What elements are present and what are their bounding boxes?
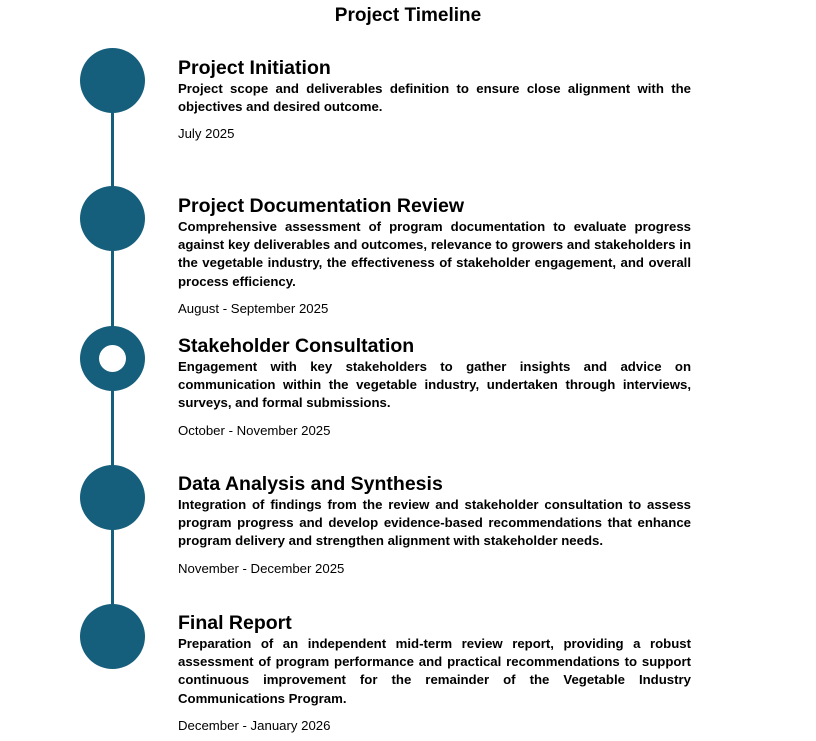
phase-description: Project scope and deliverables definition to ensure close alignment with the objectives and desired outcome. xyxy=(178,81,691,115)
phase-title: Final Report xyxy=(178,612,292,634)
phase-title: Data Analysis and Synthesis xyxy=(178,473,443,495)
timeline-phase-stakeholder-consultation xyxy=(178,334,691,440)
phase-date: December - January 2026 xyxy=(178,717,331,733)
page-title: Project Timeline xyxy=(334,5,482,26)
timeline-phase-project-initiation xyxy=(178,56,691,143)
phase-description: Preparation of an independent mid-term review report, providing a robust assessment of program performance and practical recommendations to support continuous improvement for the remainder of the Vegetable Industry Communications Program. xyxy=(178,636,691,706)
phase-title: Project Initiation xyxy=(178,57,331,79)
phase-title: Stakeholder Consultation xyxy=(178,335,415,357)
milestone-marker-project-initiation xyxy=(80,48,145,113)
phase-date: November - December 2025 xyxy=(178,560,345,576)
phase-description: Engagement with key stakeholders to gather insights and advice on communication within the vegetable industry, undertaken through interviews, surveys, and formal submissions. xyxy=(178,359,691,411)
phase-description: Integration of findings from the review and stakeholder consultation to assess program progress and develop evidence-based recommendations that enhance program delivery and strengthen alignment with stakeholder needs. xyxy=(178,497,691,549)
milestone-marker-documentation-review xyxy=(80,186,145,251)
timeline-phase-data-analysis xyxy=(178,472,691,578)
phase-date: July 2025 xyxy=(178,126,235,142)
phase-date: October - November 2025 xyxy=(178,422,331,438)
phase-title: Project Documentation Review xyxy=(178,195,465,217)
phase-date: August - September 2025 xyxy=(178,300,329,316)
milestone-marker-final-report xyxy=(80,604,145,669)
phase-description: Comprehensive assessment of program documentation to evaluate progress against key deliverables and outcomes, relevance to growers and stakeholders in the vegetable industry, the effectiveness of stakeholder engagement, and overall process efficiency. xyxy=(178,219,691,289)
timeline-phase-documentation-review xyxy=(178,194,691,318)
timeline-phase-final-report xyxy=(178,611,691,735)
milestone-marker-data-analysis xyxy=(80,465,145,530)
milestone-marker-stakeholder-consultation xyxy=(80,326,145,391)
